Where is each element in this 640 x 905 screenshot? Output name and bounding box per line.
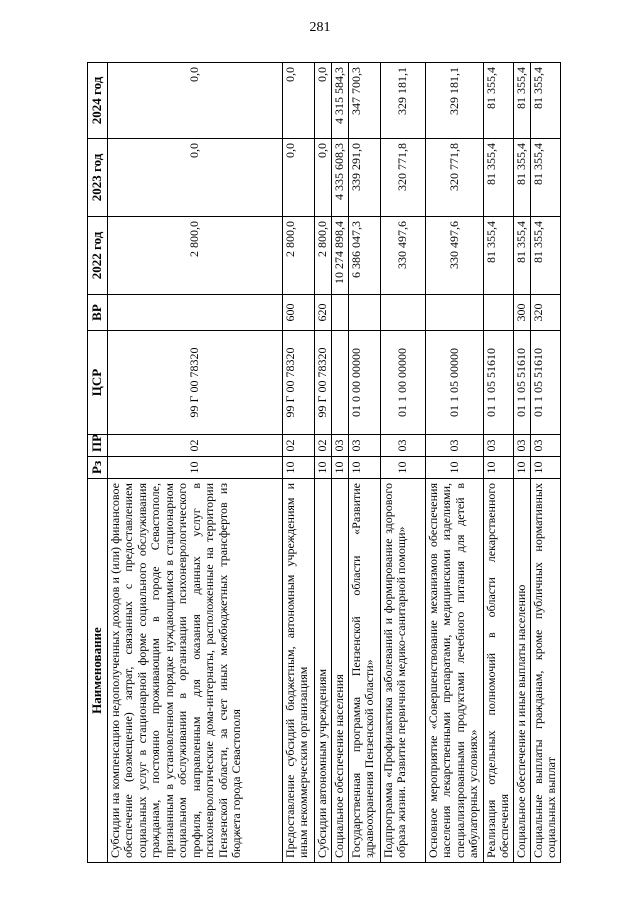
cell-name: Основное мероприятие «Совершенствование механизмов обеспечения населения лекарственными препаратами, медицинскими изделиями, специализированными продуктами лечебного питания для детей в амбулаторных условиях» (426, 479, 484, 863)
cell-vr: 320 (531, 295, 561, 331)
cell-2023: 81 355,4 (514, 139, 531, 217)
cell-pr: 02 (315, 435, 332, 457)
cell-rz: 10 (484, 457, 514, 479)
cell-2022: 2 800,0 (315, 217, 332, 295)
table-row (381, 63, 426, 863)
cell-2022: 2 800,0 (108, 217, 283, 295)
cell-pr: 03 (332, 435, 349, 457)
cell-2023: 81 355,4 (531, 139, 561, 217)
cell-2022: 2 800,0 (283, 217, 315, 295)
cell-2022: 81 355,4 (484, 217, 514, 295)
cell-rz: 10 (531, 457, 561, 479)
cell-2024: 4 315 584,3 (332, 63, 349, 139)
cell-2022: 330 497,6 (426, 217, 484, 295)
cell-2023: 339 291,0 (349, 139, 381, 217)
cell-name: Субсидии на компенсацию недополученных доходов и (или) финансовое обеспечение (возмещение) затрат, связанных с предоставлением социальных услуг в стационарной форме социального обслуживания гражданам, постоянно проживающим в городе Севастополе, признанным в установленном порядке нуждающимися в стационарном социальном обслуживании в организации психоневрологического профиля, направленным для оказания данных услуг в психоневрологические дома-интернаты, расположенные на территории Пензенской области, за счет иных межбюджетных трансфертов из бюджета города Севастополя (108, 479, 283, 863)
cell-pr: 02 (108, 435, 283, 457)
cell-csr: 01 1 05 51610 (484, 331, 514, 435)
cell-name: Подпрограмма «Профилактика заболеваний и формирование здорового образа жизни. Развитие первичной медико-санитарной помощи» (381, 479, 426, 863)
table-row (514, 63, 531, 863)
cell-2022: 10 274 898,4 (332, 217, 349, 295)
header-pr: ПР (88, 435, 108, 457)
cell-pr: 03 (381, 435, 426, 457)
cell-2023: 320 771,8 (381, 139, 426, 217)
cell-vr (484, 295, 514, 331)
cell-2024: 0,0 (108, 63, 283, 139)
cell-2022: 81 355,4 (514, 217, 531, 295)
header-2023: 2023 год (88, 139, 108, 217)
header-name: Наименование (88, 479, 108, 863)
cell-name: Предоставление субсидий бюджетным, автономным учреждениям и иным некоммерческим организациям (283, 479, 315, 863)
cell-2022: 81 355,4 (531, 217, 561, 295)
header-vr: ВР (88, 295, 108, 331)
cell-csr: 01 1 05 51610 (514, 331, 531, 435)
table-row (332, 63, 349, 863)
cell-vr: 620 (315, 295, 332, 331)
cell-name: Субсидии автономным учреждениям (315, 479, 332, 863)
cell-pr: 03 (531, 435, 561, 457)
cell-vr (332, 295, 349, 331)
cell-csr (332, 331, 349, 435)
cell-2024: 347 700,3 (349, 63, 381, 139)
cell-2024: 81 355,4 (531, 63, 561, 139)
rotated-table-container (87, 63, 559, 863)
header-2024: 2024 год (88, 63, 108, 139)
header-rz: Рз (88, 457, 108, 479)
cell-pr: 02 (283, 435, 315, 457)
cell-rz: 10 (332, 457, 349, 479)
cell-csr: 01 1 05 00000 (426, 331, 484, 435)
cell-2024: 329 181,1 (426, 63, 484, 139)
cell-csr: 99 Г 00 78320 (315, 331, 332, 435)
cell-vr (108, 295, 283, 331)
cell-rz: 10 (108, 457, 283, 479)
table-row (283, 63, 315, 863)
cell-vr: 600 (283, 295, 315, 331)
cell-csr: 99 Г 00 78320 (108, 331, 283, 435)
cell-2023: 320 771,8 (426, 139, 484, 217)
cell-2024: 0,0 (283, 63, 315, 139)
cell-2023: 81 355,4 (484, 139, 514, 217)
cell-2024: 329 181,1 (381, 63, 426, 139)
page-number: 281 (309, 20, 331, 35)
cell-csr: 99 Г 00 78320 (283, 331, 315, 435)
budget-table (87, 62, 561, 863)
cell-vr (349, 295, 381, 331)
cell-2024: 81 355,4 (514, 63, 531, 139)
cell-vr: 300 (514, 295, 531, 331)
table-row (484, 63, 514, 863)
table-row (349, 63, 381, 863)
cell-2023: 0,0 (315, 139, 332, 217)
cell-2023: 0,0 (283, 139, 315, 217)
cell-vr (426, 295, 484, 331)
cell-name: Социальное обеспечение и иные выплаты населению (514, 479, 531, 863)
cell-name: Реализация отдельных полномочий в области лекарственного обеспечения (484, 479, 514, 863)
cell-rz: 10 (315, 457, 332, 479)
cell-pr: 03 (426, 435, 484, 457)
cell-csr: 01 1 00 00000 (381, 331, 426, 435)
cell-name: Государственная программа Пензенской области «Развитие здравоохранения Пензенской области» (349, 479, 381, 863)
cell-2023: 4 335 608,3 (332, 139, 349, 217)
header-2022: 2022 год (88, 217, 108, 295)
cell-name: Социальное обеспечение населения (332, 479, 349, 863)
cell-pr: 03 (514, 435, 531, 457)
cell-2022: 6 386 047,3 (349, 217, 381, 295)
cell-pr: 03 (484, 435, 514, 457)
cell-2022: 330 497,6 (381, 217, 426, 295)
table-row (108, 63, 283, 863)
cell-2023: 0,0 (108, 139, 283, 217)
header-csr: ЦСР (88, 331, 108, 435)
cell-rz: 10 (349, 457, 381, 479)
table-row (531, 63, 561, 863)
cell-rz: 10 (426, 457, 484, 479)
cell-rz: 10 (381, 457, 426, 479)
cell-2024: 0,0 (315, 63, 332, 139)
cell-csr: 01 1 05 51610 (531, 331, 561, 435)
table-row (315, 63, 332, 863)
cell-rz: 10 (514, 457, 531, 479)
cell-rz: 10 (283, 457, 315, 479)
cell-vr (381, 295, 426, 331)
table-row (426, 63, 484, 863)
cell-csr: 01 0 00 00000 (349, 331, 381, 435)
cell-2024: 81 355,4 (484, 63, 514, 139)
cell-name: Социальные выплаты гражданам, кроме публичных нормативных социальных выплат (531, 479, 561, 863)
cell-pr: 03 (349, 435, 381, 457)
